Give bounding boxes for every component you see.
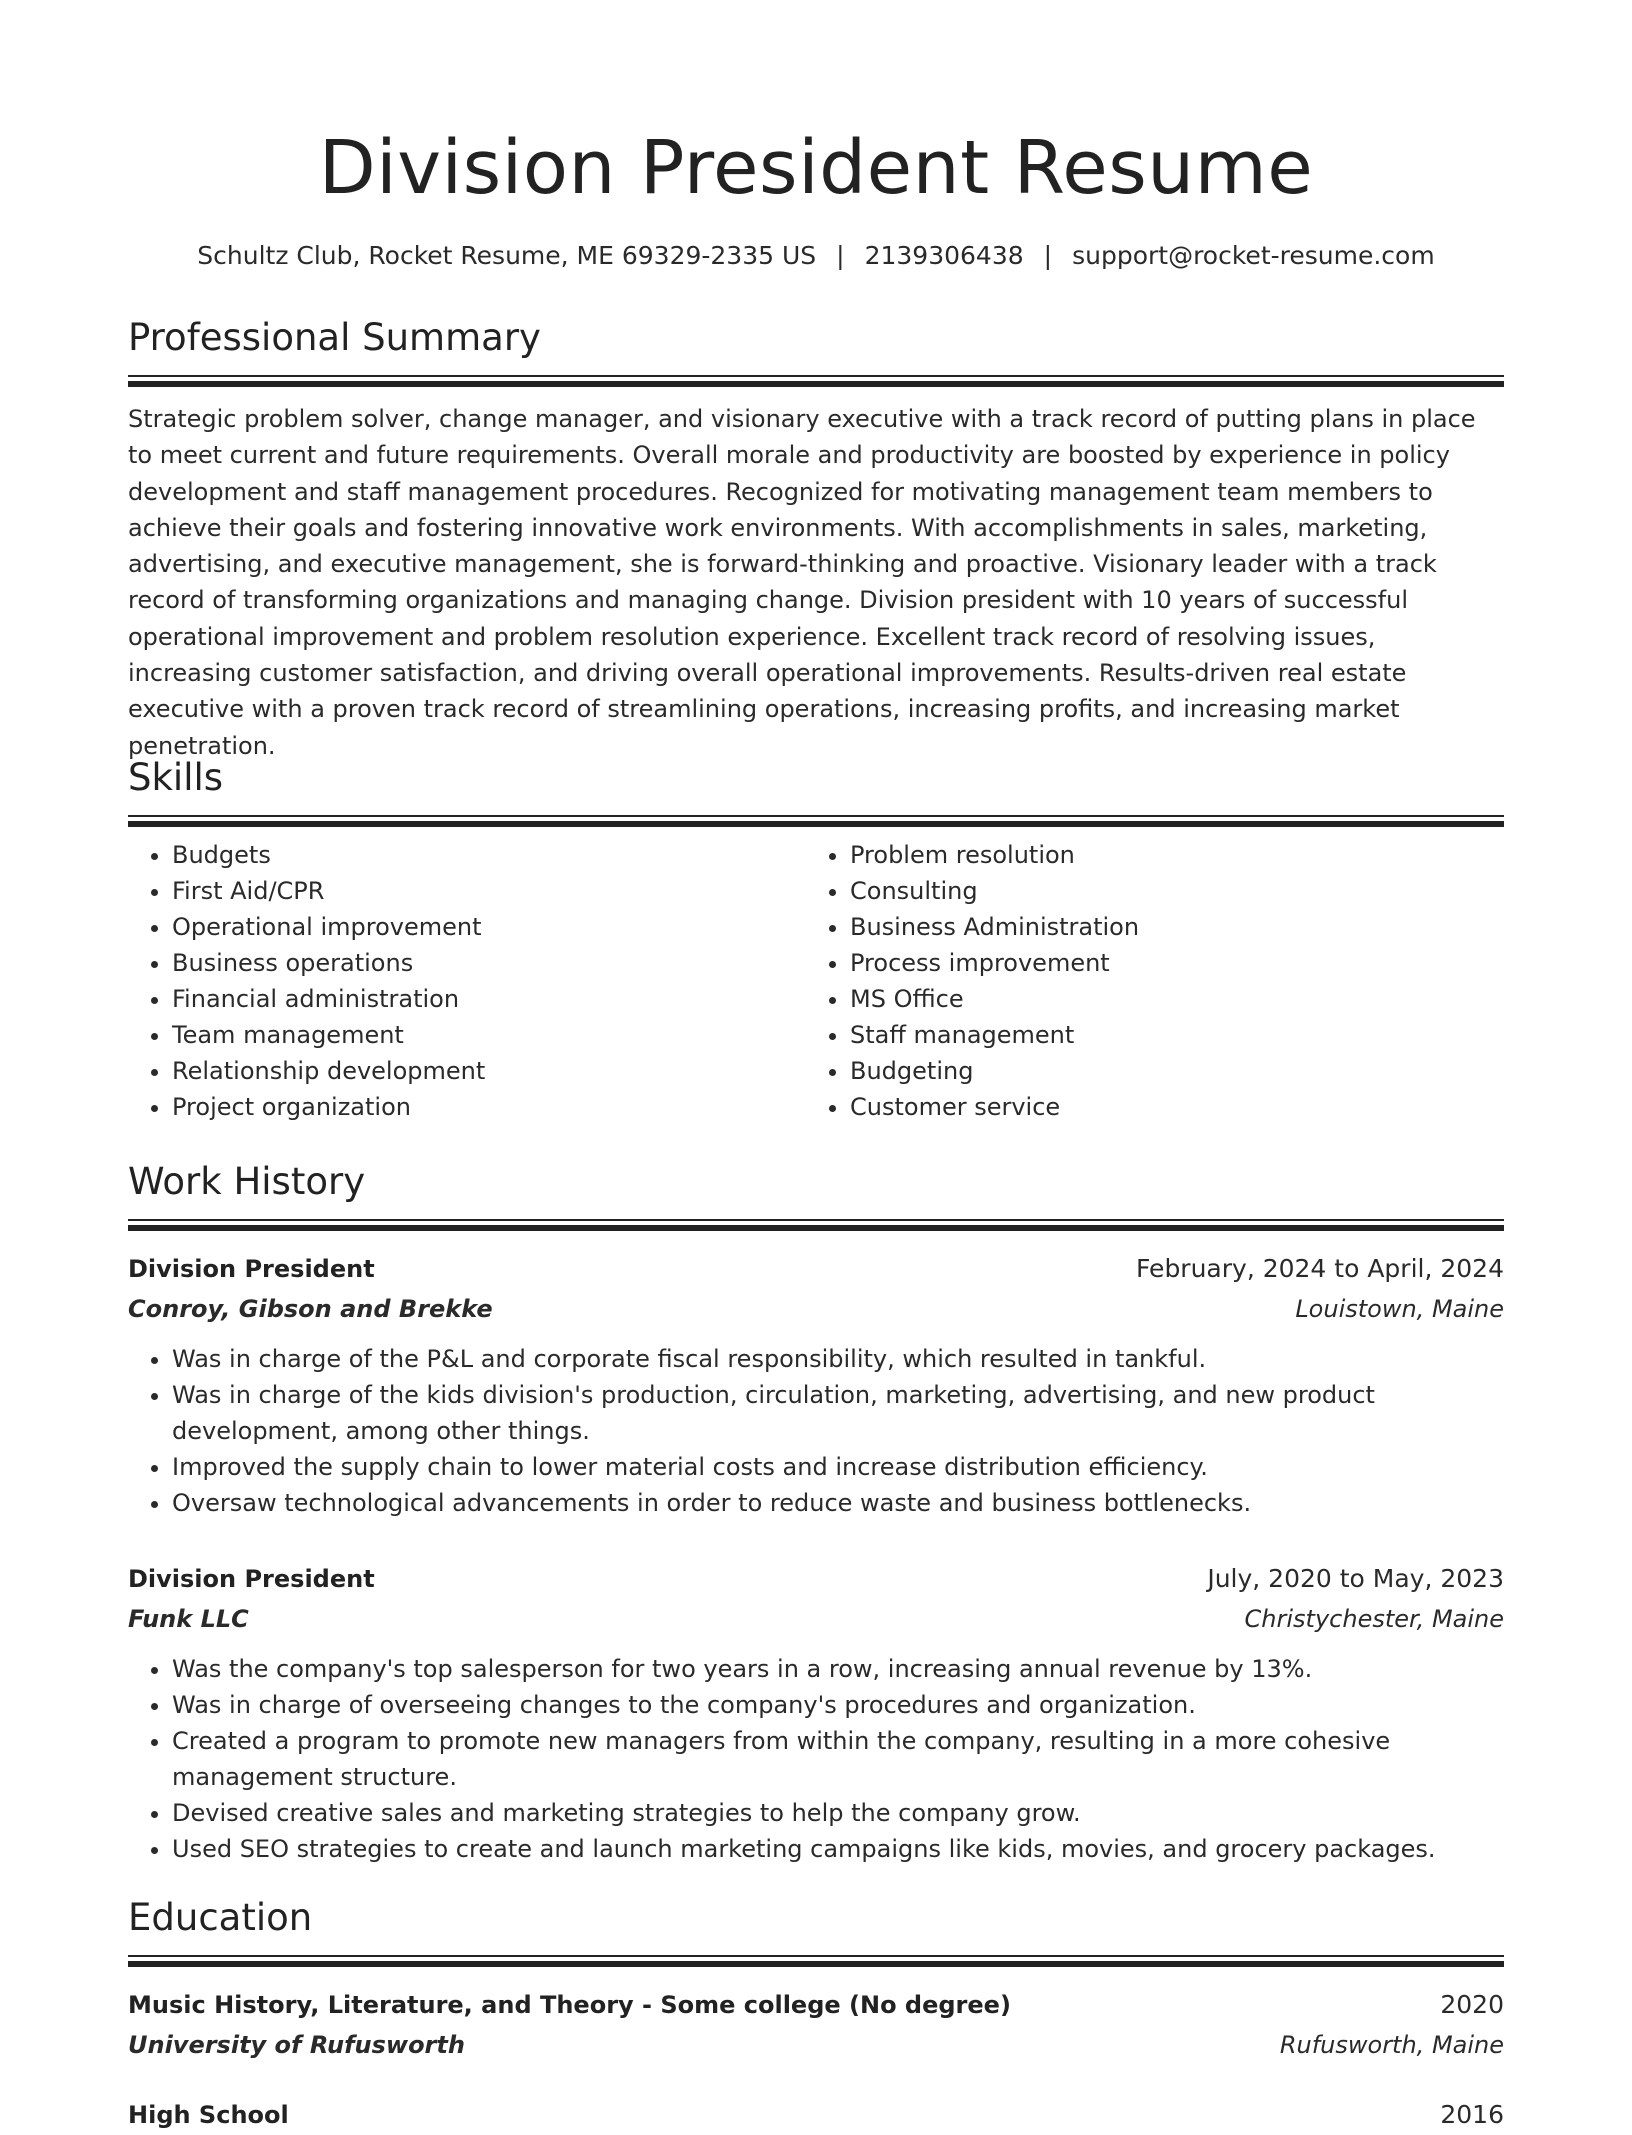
job-bullet: • Was in charge of overseeing changes to the company's procedures and organization. xyxy=(172,1687,1504,1723)
section-divider xyxy=(128,1219,1504,1231)
section-divider xyxy=(128,815,1504,827)
contact-separator: | xyxy=(1043,241,1053,270)
education-heading: Education xyxy=(128,1896,313,1939)
skill-item: • Business Administration xyxy=(850,909,1484,945)
job-entry xyxy=(128,1249,1504,1521)
education-year: 2016 xyxy=(1440,2100,1504,2129)
summary-section xyxy=(128,313,1504,764)
job-location: Christychester, Maine xyxy=(1244,1605,1504,1633)
job-bullets xyxy=(128,1651,1504,1867)
education-year: 2020 xyxy=(1440,1990,1504,2019)
summary-text: Strategic problem solver, change manager, and visionary executive with a track record of putting plans in place to meet current and future requirements. Overall morale and productivity are boosted by experience in policy development and staff management procedures. Recognized for motivating management team members to achieve their goals and fostering innovative work environments. With accomplishments in sales, marketing, advertising, and executive management, she is forward-thinking and proactive. Visionary leader with a track record of transforming organizations and managing change. Division president with 10 years of successful operational improvement and problem resolution experience. Excellent track record of resolving issues, increasing customer satisfaction, and driving overall operational improvements. Results-driven real estate executive with a proven track record of streamlining operations, increasing profits, and increasing market penetration. xyxy=(128,405,1476,760)
education-entry xyxy=(128,2095,1504,2135)
skill-item: • Budgeting xyxy=(850,1053,1484,1089)
skill-item: • Staff management xyxy=(850,1017,1484,1053)
contact-address: Schultz Club, Rocket Resume, ME 69329-2335 US xyxy=(197,241,817,270)
skill-item: • Problem resolution xyxy=(850,837,1484,873)
job-bullet: • Used SEO strategies to create and launch marketing campaigns like kids, movies, and grocery packages. xyxy=(172,1831,1504,1867)
job-title: Division President xyxy=(128,1255,375,1283)
education-section xyxy=(128,1893,1504,2135)
skill-item: • Budgets xyxy=(172,837,806,873)
work-history-heading: Work History xyxy=(128,1160,366,1203)
skills-grid xyxy=(128,837,1504,1125)
skill-item: • Consulting xyxy=(850,873,1484,909)
skill-item: • Process improvement xyxy=(850,945,1484,981)
skill-item: • Operational improvement xyxy=(172,909,806,945)
skill-item: • Customer service xyxy=(850,1089,1484,1125)
skill-item: • Relationship development xyxy=(172,1053,806,1089)
job-location: Louistown, Maine xyxy=(1295,1295,1504,1323)
work-history-section xyxy=(128,1157,1504,1867)
education-location: Rufusworth, Maine xyxy=(1279,2031,1504,2059)
job-company: Conroy, Gibson and Brekke xyxy=(128,1295,493,1323)
education-degree: High School xyxy=(128,2101,289,2129)
contact-phone: 2139306438 xyxy=(864,241,1024,270)
skills-list-right xyxy=(806,837,1484,1125)
education-school: University of Rufusworth xyxy=(128,2031,465,2059)
resume-title: Division President Resume xyxy=(318,125,1314,211)
contact-line xyxy=(128,236,1504,276)
summary-heading: Professional Summary xyxy=(128,316,541,359)
job-bullet: • Created a program to promote new managers from within the company, resulting in a more cohesive management structure. xyxy=(172,1723,1504,1795)
contact-separator: | xyxy=(836,241,845,270)
contact-email: support@rocket-resume.com xyxy=(1072,241,1435,270)
job-bullet: • Improved the supply chain to lower material costs and increase distribution efficiency. xyxy=(172,1449,1504,1485)
skill-item: • Financial administration xyxy=(172,981,806,1017)
job-dates: July, 2020 to May, 2023 xyxy=(1207,1564,1504,1593)
job-bullet: • Devised creative sales and marketing strategies to help the company grow. xyxy=(172,1795,1504,1831)
skill-item: • Project organization xyxy=(172,1089,806,1125)
education-entry xyxy=(128,1985,1504,2065)
skills-heading: Skills xyxy=(128,756,224,799)
job-dates: February, 2024 to April, 2024 xyxy=(1136,1254,1504,1283)
job-entry xyxy=(128,1559,1504,1867)
job-bullet: • Was in charge of the P&L and corporate fiscal responsibility, which resulted in tankful. xyxy=(172,1341,1504,1377)
section-divider xyxy=(128,1955,1504,1967)
education-degree: Music History, Literature, and Theory - Some college (No degree) xyxy=(128,1991,1011,2019)
section-divider xyxy=(128,375,1504,387)
job-bullet: • Oversaw technological advancements in order to reduce waste and business bottlenecks. xyxy=(172,1485,1504,1521)
skill-item: • First Aid/CPR xyxy=(172,873,806,909)
job-bullets xyxy=(128,1341,1504,1521)
skill-item: • Business operations xyxy=(172,945,806,981)
skills-list-left xyxy=(128,837,806,1125)
skill-item: • MS Office xyxy=(850,981,1484,1017)
job-bullet: • Was the company's top salesperson for two years in a row, increasing annual revenue by 13%. xyxy=(172,1651,1504,1687)
job-title: Division President xyxy=(128,1565,375,1593)
skills-section xyxy=(128,753,1504,1125)
job-company: Funk LLC xyxy=(128,1605,249,1633)
job-bullet: • Was in charge of the kids division's production, circulation, marketing, advertising, and new product development, among other things. xyxy=(172,1377,1504,1449)
skill-item: • Team management xyxy=(172,1017,806,1053)
